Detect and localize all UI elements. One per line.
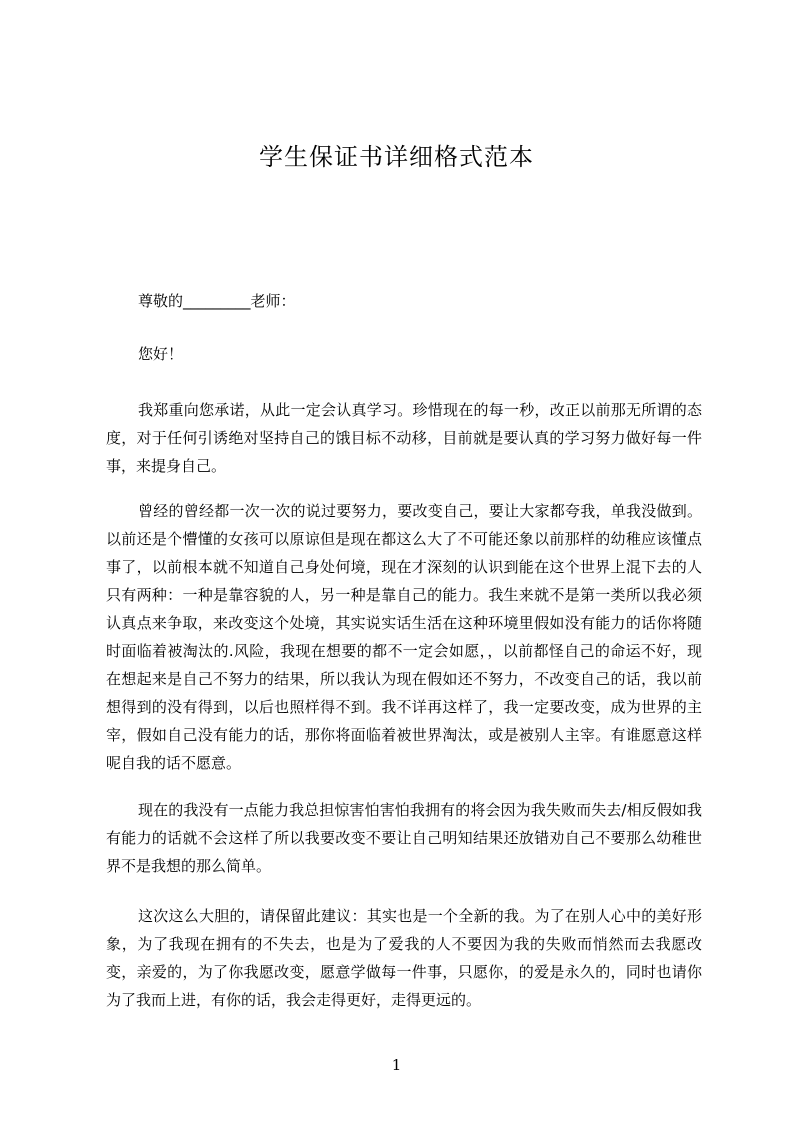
- paragraph: 这次这么大胆的，请保留此建议：其实也是一个全新的我。为了在别人心中的美好形象，为了我现在拥有的不失去，也是为了爱我的人不要因为我的失败而悄然而去我愿改变，亲爱的，为了你我愿改变，愿意学做每一件事，只愿你，的爱是永久的，同时也请你为了我而上进，有你的话，我会走得更好，走得更远的。: [106, 907, 702, 1009]
- salutation-prefix: 尊敬的: [138, 292, 184, 310]
- salutation: [106, 287, 702, 315]
- paragraph: 我郑重向您承诺，从此一定会认真学习。珍惜现在的每一秒，改正以前那无所谓的态度，对于任何引诱绝对坚持自己的饿目标不动移，目前就是要认真的学习努力做好每一件事，来提身自己。: [106, 401, 702, 475]
- document-title: 学生保证书详细格式范本: [259, 143, 534, 171]
- page-number: 1: [391, 1056, 402, 1074]
- greeting: 您好！: [138, 345, 184, 363]
- paragraph: 曾经的曾经都一次一次的说过要努力，要改变自己，要让大家都夸我，单我没做到。以前还是个懵懂的女孩可以原谅但是现在都这么大了不可能还象以前那样的幼稚应该懂点事了，以前根本就不知道自己身处何境，现在才深刻的认识到能在这个世界上混下去的人只有两种：一种是靠容貌的人，另一种是靠自己的能力。我生来就不是第一类所以我必须认真点来争取，来改变这个处境，其实说实话生活在这种环境里假如没有能力的话你将随时面临着被淘汰的.风险，我现在想要的都不一定会如愿，，以前都怪自己的命运不好，现在想起来是自己不努力的结果，所以我认为现在假如还不努力，不改变自己的话，我以前想得到的没有得到，以后也照样得不到。我不详再这样了，我一定要改变，成为世界的主宰，假如自己没有能力的话，那你将面临着被世界淘汰，或是被别人主宰。有谁愿意这样呢自我的话不愿意。: [106, 502, 702, 772]
- paragraph: 现在的我没有一点能力我总担惊害怕害怕我拥有的将会因为我失败而失去/相反假如我有能力的话就不会这样了所以我要改变不要让自己明知结果还放错劝自己不要那么幼稚世界不是我想的那么简单。: [106, 801, 702, 875]
- salutation-suffix: 老师：: [250, 292, 296, 310]
- salutation-blank: _________: [183, 292, 251, 310]
